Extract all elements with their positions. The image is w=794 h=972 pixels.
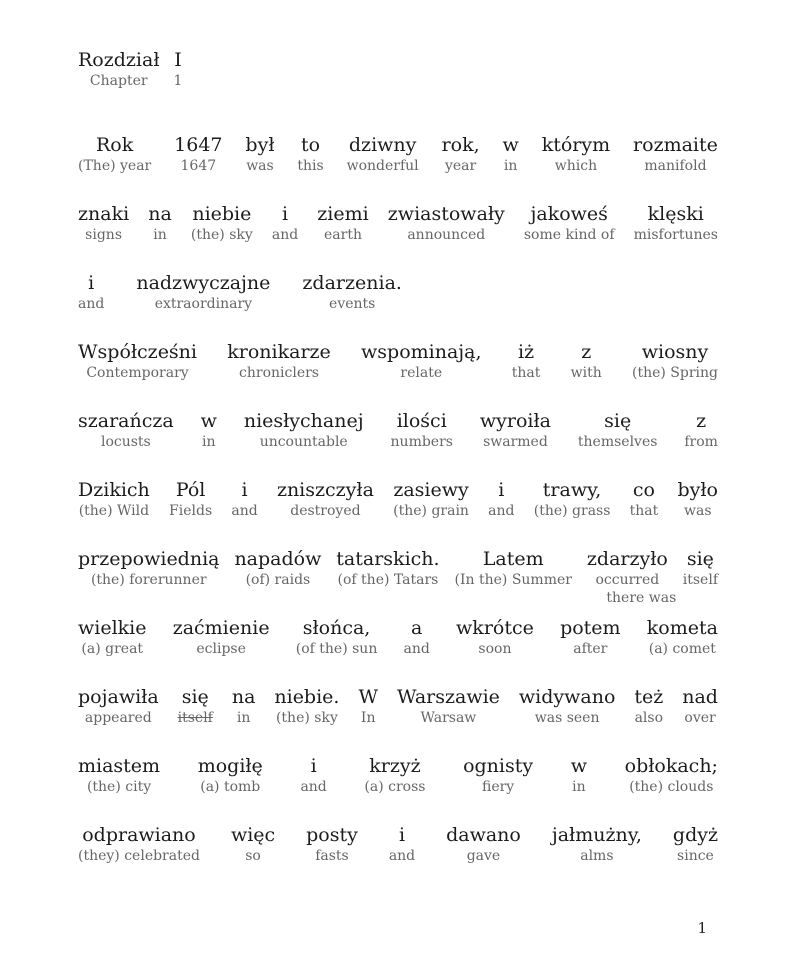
word-pair [78, 616, 147, 658]
english-gloss: was [683, 503, 712, 519]
english-gloss: (a) comet [648, 641, 716, 657]
interlinear-line [78, 478, 718, 520]
word-pair [277, 478, 374, 520]
english-gloss: fiery [481, 779, 515, 795]
polish-word: którym [541, 134, 611, 156]
english-gloss: and [300, 779, 327, 795]
word-pair [347, 133, 419, 175]
english-gloss: itself [177, 710, 213, 726]
english-gloss: in [202, 434, 216, 450]
word-pair [361, 340, 482, 382]
polish-word: dziwny [348, 134, 417, 156]
interlinear-line [78, 202, 718, 244]
english-gloss: so [245, 848, 261, 864]
polish-word: Warszawie [396, 686, 500, 708]
english-gloss: this [297, 158, 324, 174]
english-gloss: Chapter [89, 73, 148, 89]
english-gloss: misfortunes [633, 227, 718, 243]
polish-word: z [696, 410, 707, 432]
polish-word: i [88, 272, 95, 294]
polish-word: był [245, 134, 275, 156]
word-pair [78, 202, 129, 244]
word-pair [78, 340, 197, 382]
word-pair [78, 48, 160, 90]
word-pair [297, 133, 323, 175]
english-gloss: and [78, 296, 105, 312]
polish-word: znaki [78, 203, 130, 225]
polish-word: nadzwyczajne [136, 272, 271, 294]
english-gloss: Warsaw [420, 710, 477, 726]
polish-word: gdyż [672, 824, 718, 846]
word-pair [136, 271, 270, 313]
word-pair [678, 478, 719, 520]
english-gloss: alms [580, 848, 614, 864]
word-pair [632, 340, 718, 382]
word-pair [571, 340, 602, 382]
polish-word: na [148, 203, 172, 225]
word-pair [673, 823, 718, 865]
english-gloss: since [677, 848, 714, 864]
polish-word: dawano [446, 824, 521, 846]
polish-word: jakoweś [530, 203, 608, 225]
polish-word: co [632, 479, 655, 501]
word-pair [625, 754, 718, 796]
english-gloss: (the) forerunner [90, 572, 207, 588]
polish-word: słońca, [302, 617, 371, 639]
word-pair [306, 823, 358, 865]
english-gloss: Contemporary [86, 365, 189, 381]
english-gloss: that [511, 365, 541, 381]
polish-word: zwiastowały [387, 203, 505, 225]
english-gloss: year [444, 158, 477, 174]
word-pair [552, 823, 642, 865]
english-gloss: numbers [390, 434, 453, 450]
polish-word: i [498, 479, 505, 501]
polish-word: się [181, 686, 209, 708]
word-pair [302, 271, 402, 313]
word-pair [300, 754, 326, 796]
english-gloss: announced [407, 227, 486, 243]
english-gloss: and [271, 227, 299, 243]
polish-word: napadów [234, 548, 322, 570]
word-pair [174, 133, 222, 175]
english-gloss: (the) Spring [631, 365, 718, 381]
word-pair [231, 823, 275, 865]
word-pair [647, 616, 718, 658]
polish-word: widywano [518, 686, 616, 708]
english-gloss: in [153, 227, 167, 243]
word-pair [480, 409, 551, 451]
polish-word: Latem [482, 548, 544, 570]
english-gloss: was seen [534, 710, 600, 726]
interlinear-line [78, 409, 718, 451]
english-gloss: (the) grain [393, 503, 469, 519]
word-pair [244, 409, 364, 451]
word-pair [227, 340, 331, 382]
english-gloss: (the) clouds [629, 779, 714, 795]
english-gloss: some kind of [523, 227, 615, 243]
polish-word: 1647 [174, 134, 223, 156]
polish-word: zdarzyło [586, 548, 668, 570]
polish-word: było [677, 479, 718, 501]
word-pair [560, 616, 621, 658]
interlinear-line [78, 133, 718, 175]
polish-word: i [310, 755, 317, 777]
word-pair [296, 616, 378, 658]
english-gloss: gave [466, 848, 501, 864]
english-gloss: in [236, 710, 251, 726]
polish-word: kronikarze [227, 341, 331, 363]
english-gloss: extraordinary [154, 296, 253, 312]
polish-word: obłokach; [624, 755, 718, 777]
word-pair [542, 133, 610, 175]
interlinear-line [78, 340, 718, 382]
word-pair [446, 823, 521, 865]
polish-word: szarańcza [78, 410, 174, 432]
polish-word: więc [230, 824, 276, 846]
english-gloss: In [360, 710, 376, 726]
word-pair [524, 202, 615, 244]
polish-word: i [398, 824, 406, 846]
english-gloss: (the) sky [275, 710, 338, 726]
english-gloss: relate [400, 365, 443, 381]
chapter-heading [78, 48, 718, 90]
word-pair [389, 823, 415, 865]
english-gloss: swarmed [483, 434, 548, 450]
english-gloss: (The) year [78, 158, 152, 174]
english-gloss: (of the) Tatars [337, 572, 439, 588]
english-gloss: that [629, 503, 659, 519]
word-pair [274, 685, 339, 727]
polish-word: ilości [396, 410, 447, 432]
polish-word: potem [560, 617, 621, 639]
polish-word: niebie. [274, 686, 340, 708]
polish-word: klęski [647, 203, 704, 225]
word-pair [78, 754, 160, 796]
word-pair [78, 823, 200, 865]
english-gloss: (the) grass [533, 503, 611, 519]
interlinear-line [78, 754, 718, 796]
word-pair [169, 478, 212, 520]
word-pair [78, 547, 220, 589]
word-pair [148, 202, 172, 244]
polish-word: I [174, 49, 182, 71]
word-pair [630, 478, 659, 520]
english-gloss: locusts [100, 434, 151, 450]
word-pair [78, 685, 159, 727]
english-gloss: appeared [84, 710, 152, 726]
polish-word: wkrótce [456, 617, 534, 639]
word-pair [388, 202, 505, 244]
word-pair [358, 685, 378, 727]
english-gloss: in [572, 779, 586, 795]
word-pair [364, 754, 425, 796]
word-pair [198, 754, 263, 796]
word-pair [336, 547, 439, 589]
word-pair [634, 202, 718, 244]
english-gloss: uncountable [259, 434, 348, 450]
polish-word: wspominają, [361, 341, 482, 363]
word-pair [317, 202, 368, 244]
polish-word: ognisty [463, 755, 534, 777]
word-pair [174, 48, 183, 90]
polish-word: w [502, 134, 519, 156]
polish-word: w [200, 410, 217, 432]
polish-word: w [570, 755, 588, 777]
word-pair [78, 133, 151, 175]
polish-word: rok, [441, 134, 480, 156]
polish-word: się [686, 548, 714, 570]
word-pair [634, 685, 663, 727]
word-pair [245, 133, 274, 175]
polish-word: na [231, 686, 256, 708]
english-gloss: (the) Wild [78, 503, 150, 519]
word-pair [201, 409, 217, 451]
polish-word: iż [518, 341, 535, 363]
english-gloss: also [634, 710, 664, 726]
word-pair [463, 754, 533, 796]
english-gloss: over [684, 710, 716, 726]
english-gloss: destroyed [290, 503, 361, 519]
english-gloss: was [246, 158, 274, 174]
polish-word: i [241, 479, 248, 501]
word-pair [173, 616, 270, 658]
english-gloss: in [503, 158, 518, 174]
english-gloss: events [329, 296, 376, 312]
polish-word: a [411, 617, 423, 639]
english-gloss: earth [324, 227, 362, 243]
word-pair [683, 547, 718, 589]
polish-word: Współcześni [78, 341, 198, 363]
polish-word: odprawiano [82, 824, 196, 846]
word-pair [397, 685, 500, 727]
english-gloss: fasts [315, 848, 349, 864]
word-pair [586, 547, 677, 606]
paragraph [78, 340, 718, 865]
polish-word: niesłychanej [243, 410, 364, 432]
word-pair [234, 547, 321, 589]
word-pair [684, 409, 718, 451]
english-gloss: (of) raids [245, 572, 311, 588]
interlinear-line [78, 823, 718, 865]
polish-word: ziemi [317, 203, 369, 225]
polish-word: kometa [646, 617, 718, 639]
english-gloss: (In the) Summer [454, 572, 572, 588]
polish-word: zniszczyła [276, 479, 374, 501]
english-gloss: Fields [169, 503, 213, 519]
word-pair [519, 685, 616, 727]
paragraph [78, 133, 718, 313]
word-pair [391, 409, 453, 451]
word-pair [534, 478, 611, 520]
english-gloss: and [231, 503, 258, 519]
english-gloss: manifold [644, 158, 707, 174]
word-pair [78, 409, 174, 451]
polish-word: to [301, 134, 321, 156]
word-pair [455, 547, 572, 589]
word-pair [78, 478, 150, 520]
english-gloss: occurred [595, 572, 660, 588]
polish-word: pojawiła [78, 686, 159, 708]
polish-word: zdarzenia. [302, 272, 402, 294]
word-pair [503, 133, 519, 175]
polish-word: przepowiednią [78, 548, 220, 570]
word-pair [78, 271, 104, 313]
english-gloss: and [388, 848, 416, 864]
interlinear-line [78, 616, 718, 658]
polish-word: jałmużny, [551, 824, 642, 846]
english-gloss: signs [85, 227, 122, 243]
polish-word: niebie [192, 203, 252, 225]
polish-word: też [634, 686, 664, 708]
english-gloss: 1647 [180, 158, 217, 174]
english-gloss-secondary: there was [606, 590, 677, 606]
word-pair [488, 478, 514, 520]
interlinear-line [78, 271, 718, 313]
word-pair [404, 616, 430, 658]
polish-word: Pól [175, 479, 206, 501]
word-pair [231, 478, 257, 520]
polish-word: trawy, [542, 479, 602, 501]
word-pair [232, 685, 256, 727]
english-gloss: soon [478, 641, 512, 657]
polish-word: z [581, 341, 592, 363]
polish-word: krzyż [369, 755, 421, 777]
word-pair [456, 616, 534, 658]
word-pair [272, 202, 298, 244]
english-gloss: (a) great [81, 641, 144, 657]
word-pair [393, 478, 469, 520]
english-gloss: (a) cross [364, 779, 426, 795]
polish-word: Dzikich [78, 479, 150, 501]
polish-word: wielkie [78, 617, 147, 639]
word-pair [571, 754, 587, 796]
interlinear-line [78, 547, 718, 606]
polish-word: i [282, 203, 289, 225]
interlinear-text [78, 133, 718, 865]
english-gloss: and [403, 641, 430, 657]
polish-word: miastem [78, 755, 161, 777]
word-pair [682, 685, 718, 727]
english-gloss: (the) sky [190, 227, 253, 243]
polish-word: wyroiła [479, 410, 551, 432]
english-gloss: (they) celebrated [78, 848, 200, 864]
page-number: 1 [697, 919, 707, 937]
word-pair [191, 202, 253, 244]
english-gloss: itself [682, 572, 718, 588]
english-gloss: chroniclers [239, 365, 319, 381]
polish-word: Rok [95, 134, 134, 156]
word-pair [633, 133, 718, 175]
polish-word: zaćmienie [172, 617, 270, 639]
polish-word: tatarskich. [336, 548, 440, 570]
word-pair [578, 409, 658, 451]
english-gloss: eclipse [196, 641, 246, 657]
english-gloss: (of the) sun [295, 641, 378, 657]
polish-word: Rozdział [78, 49, 160, 71]
text-column [78, 48, 718, 892]
polish-word: zasiewy [393, 479, 469, 501]
word-pair [512, 340, 541, 382]
polish-word: się [604, 410, 632, 432]
english-gloss: (the) city [86, 779, 152, 795]
polish-word: W [358, 686, 378, 708]
english-gloss: wonderful [346, 158, 419, 174]
english-gloss: (a) tomb [200, 779, 261, 795]
polish-word: wiosny [641, 341, 709, 363]
interlinear-line [78, 685, 718, 727]
word-pair [178, 685, 213, 727]
english-gloss: and [488, 503, 515, 519]
english-gloss: 1 [173, 73, 183, 89]
polish-word: nad [682, 686, 718, 708]
word-pair [442, 133, 480, 175]
english-gloss: which [554, 158, 598, 174]
english-gloss: from [684, 434, 718, 450]
english-gloss: themselves [577, 434, 658, 450]
polish-word: rozmaite [633, 134, 718, 156]
polish-word: posty [306, 824, 358, 846]
polish-word: mogiłę [197, 755, 263, 777]
english-gloss: with [570, 365, 602, 381]
english-gloss: after [573, 641, 608, 657]
